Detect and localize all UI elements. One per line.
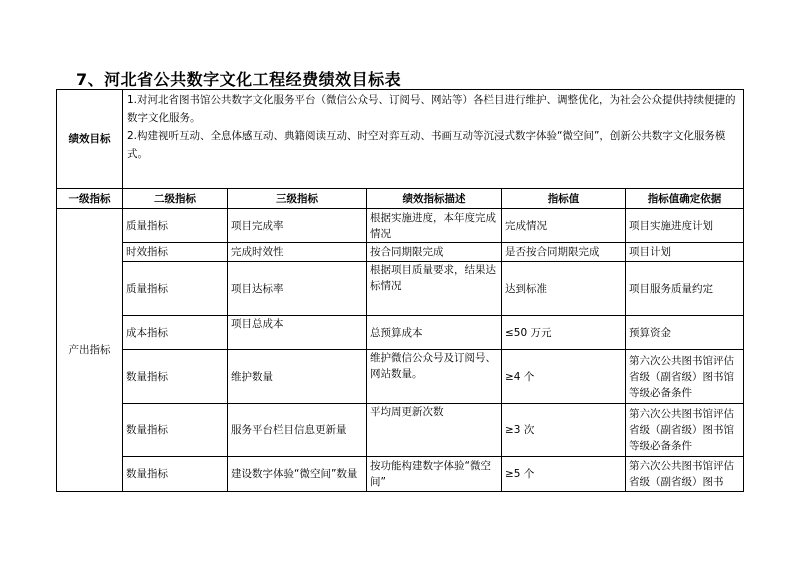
basis-cell: 项目服务质量约定 (626, 262, 744, 316)
description-cell: 总预算成本 (367, 316, 502, 350)
value-cell: 完成情况 (502, 209, 626, 243)
table-row (57, 209, 744, 243)
table-header-row (57, 189, 744, 209)
level2-cell: 质量指标 (123, 209, 228, 243)
goal-line-1: 1.对河北省图书馆公共数字文化服务平台（微信公众号、订阅号、网站等）各栏目进行维护、调整优化，为社会公众提供持续便捷的数字文化服务。 (127, 94, 736, 124)
performance-target-table (56, 89, 744, 492)
description-cell: 根据实施进度，本年度完成情况 (367, 209, 502, 243)
goal-label: 绩效目标 (57, 90, 123, 189)
header-value: 指标值 (502, 189, 626, 209)
table-row (57, 243, 744, 262)
value-cell: ≤50 万元 (502, 316, 626, 350)
value-cell: 达到标准 (502, 262, 626, 316)
basis-cell: 第六次公共图书馆评估省级（副省级）图书馆等级必备条件 (626, 350, 744, 404)
level3-cell: 项目完成率 (228, 209, 367, 243)
description-cell: 按功能构建数字体验“微空间” (367, 457, 502, 492)
table-row (57, 262, 744, 316)
value-cell: ≥3 次 (502, 404, 626, 457)
basis-cell: 第六次公共图书馆评估省级（副省级）图书 (626, 457, 744, 492)
description-cell: 维护微信公众号及订阅号、网站数量。 (367, 350, 502, 404)
table-row (57, 316, 744, 350)
level3-cell: 项目达标率 (228, 262, 367, 316)
header-description: 绩效指标描述 (367, 189, 502, 209)
level2-cell: 数量指标 (123, 404, 228, 457)
level2-cell: 数量指标 (123, 457, 228, 492)
header-basis: 指标值确定依据 (626, 189, 744, 209)
level1-cell: 产出指标 (57, 209, 123, 492)
table-row (57, 350, 744, 404)
description-cell: 根据项目质量要求，结果达标情况 (367, 262, 502, 316)
level2-cell: 成本指标 (123, 316, 228, 350)
page-title: 7、河北省公共数字文化工程经费绩效目标表 (76, 70, 402, 89)
description-cell: 平均周更新次数 (367, 404, 502, 457)
level2-cell: 时效指标 (123, 243, 228, 262)
level2-cell: 质量指标 (123, 262, 228, 316)
header-level1: 一级指标 (57, 189, 123, 209)
goal-description (123, 90, 744, 189)
header-level3: 三级指标 (228, 189, 367, 209)
level3-cell: 服务平台栏目信息更新量 (228, 404, 367, 457)
level3-cell: 完成时效性 (228, 243, 367, 262)
level3-cell: 建设数字体验“微空间”数量 (228, 457, 367, 492)
basis-cell: 项目实施进度计划 (626, 209, 744, 243)
value-cell: ≥5 个 (502, 457, 626, 492)
description-cell: 按合同期限完成 (367, 243, 502, 262)
value-cell: ≥4 个 (502, 350, 626, 404)
goal-row (57, 90, 744, 189)
value-cell: 是否按合同期限完成 (502, 243, 626, 262)
basis-cell: 预算资金 (626, 316, 744, 350)
level2-cell: 数量指标 (123, 350, 228, 404)
level3-cell: 项目总成本 (228, 316, 367, 350)
goal-line-2: 2.构建视听互动、全息体感互动、典籍阅读互动、时空对弈互动、书画互动等沉浸式数字体验“微空间”，创新公共数字文化服务模式。 (127, 130, 726, 160)
basis-cell: 第六次公共图书馆评估省级（副省级）图书馆等级必备条件 (626, 404, 744, 457)
level3-cell: 维护数量 (228, 350, 367, 404)
table-row (57, 404, 744, 457)
table-row (57, 457, 744, 492)
basis-cell: 项目计划 (626, 243, 744, 262)
header-level2: 二级指标 (123, 189, 228, 209)
